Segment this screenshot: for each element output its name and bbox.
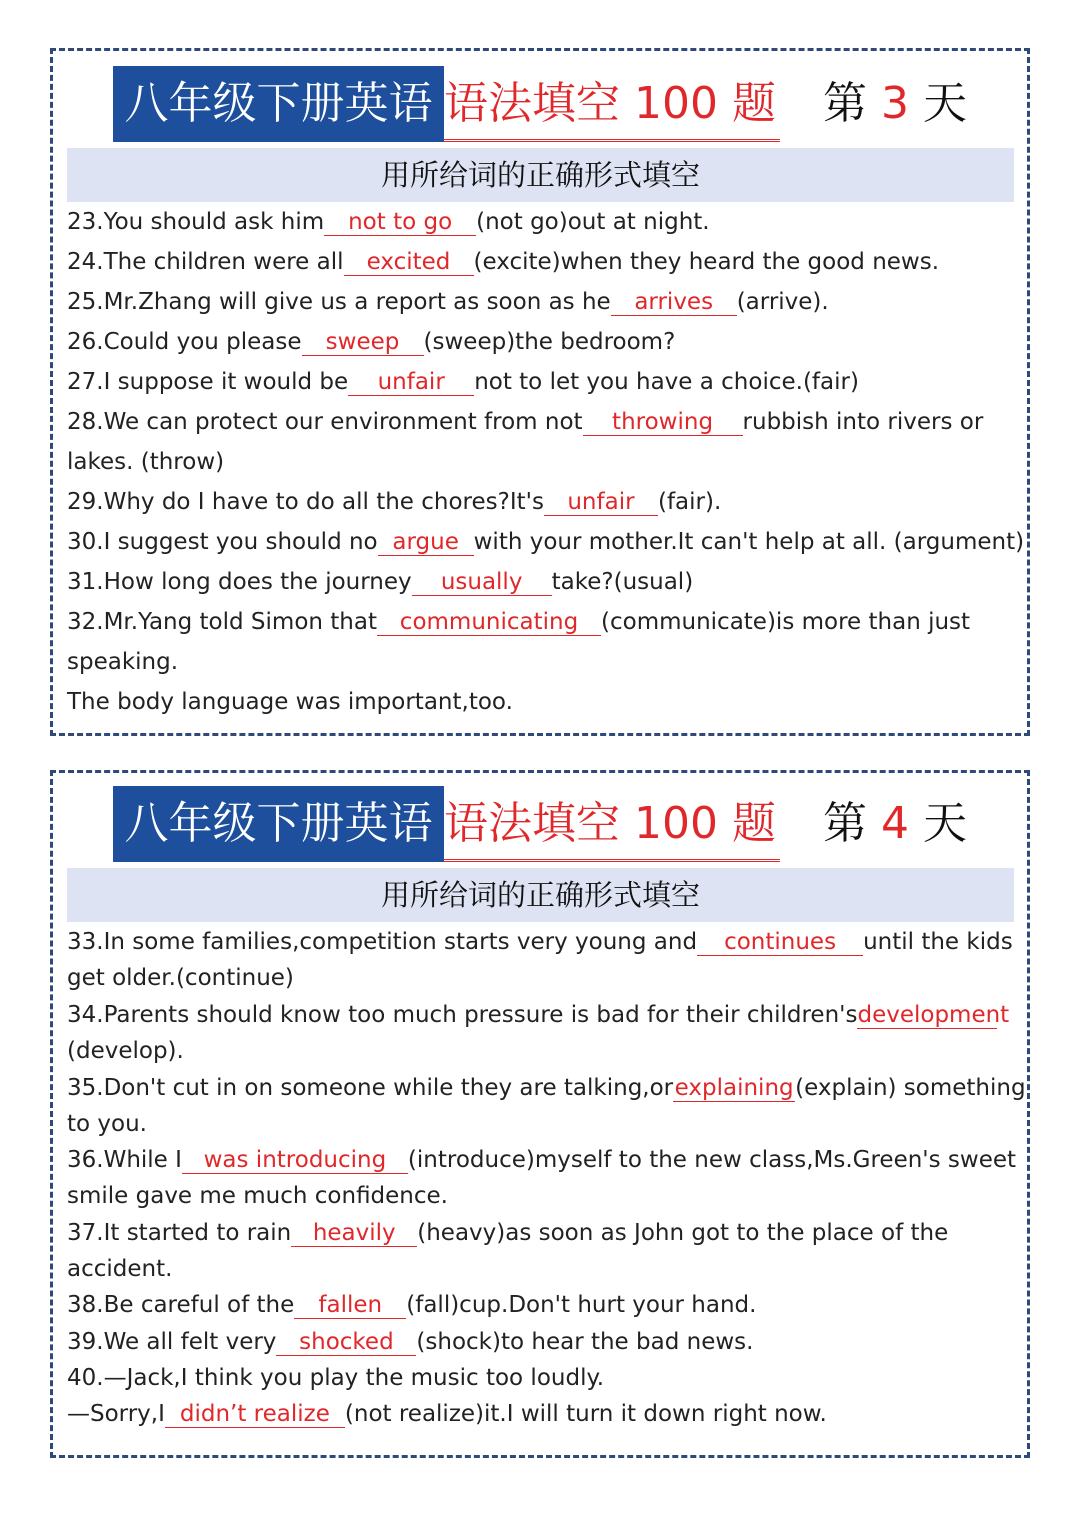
day4-day-label: 第 4 天 <box>823 798 967 849</box>
day4-title <box>113 786 1027 866</box>
answer-36: was introducing <box>182 1147 408 1174</box>
question-30: 30.I suggest you should no argue with your mother.It can't help at all. (argument) <box>67 529 1025 555</box>
question-26: 26.Could you please sweep (sweep)the bedroom? <box>67 329 676 355</box>
question-34: 34.Parents should know too much pressure is bad for their children'sdevelopment <box>67 1002 1010 1028</box>
question-32-cont: speaking. <box>67 649 179 675</box>
day3-card <box>50 48 1030 736</box>
answer-40: didn’t realize <box>165 1401 345 1428</box>
question-35: 35.Don't cut in on someone while they are talking,orexplaining(explain) something <box>67 1075 1026 1101</box>
question-38: 38.Be careful of the fallen (fall)cup.Don't hurt your hand. <box>67 1292 757 1318</box>
question-37: 37.It started to rain heavily (heavy)as soon as John got to the place of the <box>67 1220 949 1246</box>
day3-title-red: 语法填空 100 题 <box>444 66 780 142</box>
question-32: 32.Mr.Yang told Simon that communicating (communicate)is more than just <box>67 609 971 635</box>
day3-title-blue: 八年级下册英语 <box>113 66 444 142</box>
day4-title-red: 语法填空 100 题 <box>444 786 780 862</box>
day4-subhead: 用所给词的正确形式填空 <box>67 868 1014 922</box>
day4-card <box>50 770 1030 1458</box>
question-32-note: The body language was important,too. <box>67 689 513 715</box>
answer-31: usually <box>412 569 552 596</box>
answer-37: heavily <box>291 1220 417 1247</box>
day3-subhead: 用所给词的正确形式填空 <box>67 148 1014 202</box>
answer-33: continues <box>697 929 863 956</box>
day3-day-label: 第 3 天 <box>823 78 967 129</box>
answer-32: communicating <box>377 609 601 636</box>
question-34-cont: (develop). <box>67 1038 184 1064</box>
question-37-cont: accident. <box>67 1256 173 1282</box>
answer-24: excited <box>344 249 474 276</box>
question-33-cont: get older.(continue) <box>67 965 294 991</box>
answer-39: shocked <box>276 1329 416 1356</box>
question-39: 39.We all felt very shocked (shock)to hear the bad news. <box>67 1329 754 1355</box>
day3-title <box>113 66 1027 146</box>
question-28-cont: lakes. (throw) <box>67 449 225 475</box>
question-25: 25.Mr.Zhang will give us a report as soon as he arrives (arrive). <box>67 289 829 315</box>
question-33: 33.In some families,competition starts very young and continues until the kids <box>67 929 1013 955</box>
answer-38: fallen <box>294 1292 406 1319</box>
question-23: 23.You should ask him not to go (not go)out at night. <box>67 209 710 235</box>
question-35-cont: to you. <box>67 1111 147 1137</box>
question-27: 27.I suppose it would be unfair not to let you have a choice.(fair) <box>67 369 859 395</box>
question-36: 36.While I was introducing (introduce)myself to the new class,Ms.Green's sweet <box>67 1147 1017 1173</box>
answer-30: argue <box>378 529 474 556</box>
answer-28: throwing <box>583 409 743 436</box>
answer-35: explaining <box>674 1075 794 1101</box>
question-28: 28.We can protect our environment from not throwing rubbish into rivers or <box>67 409 984 435</box>
day4-title-blue: 八年级下册英语 <box>113 786 444 862</box>
answer-26: sweep <box>302 329 424 356</box>
question-24: 24.The children were all excited (excite)when they heard the good news. <box>67 249 940 275</box>
answer-23: not to go <box>324 209 476 236</box>
answer-25: arrives <box>611 289 737 316</box>
answer-27: unfair <box>348 369 474 396</box>
answer-34: development <box>857 1002 1010 1028</box>
answer-29: unfair <box>544 489 658 516</box>
question-31: 31.How long does the journey usually take?(usual) <box>67 569 694 595</box>
question-29: 29.Why do I have to do all the chores?It's unfair (fair). <box>67 489 722 515</box>
question-36-cont: smile gave me much confidence. <box>67 1183 448 1209</box>
question-40-reply: —Sorry,I didn’t realize (not realize)it.I will turn it down right now. <box>67 1401 827 1427</box>
question-40: 40.—Jack,I think you play the music too loudly. <box>67 1365 605 1391</box>
